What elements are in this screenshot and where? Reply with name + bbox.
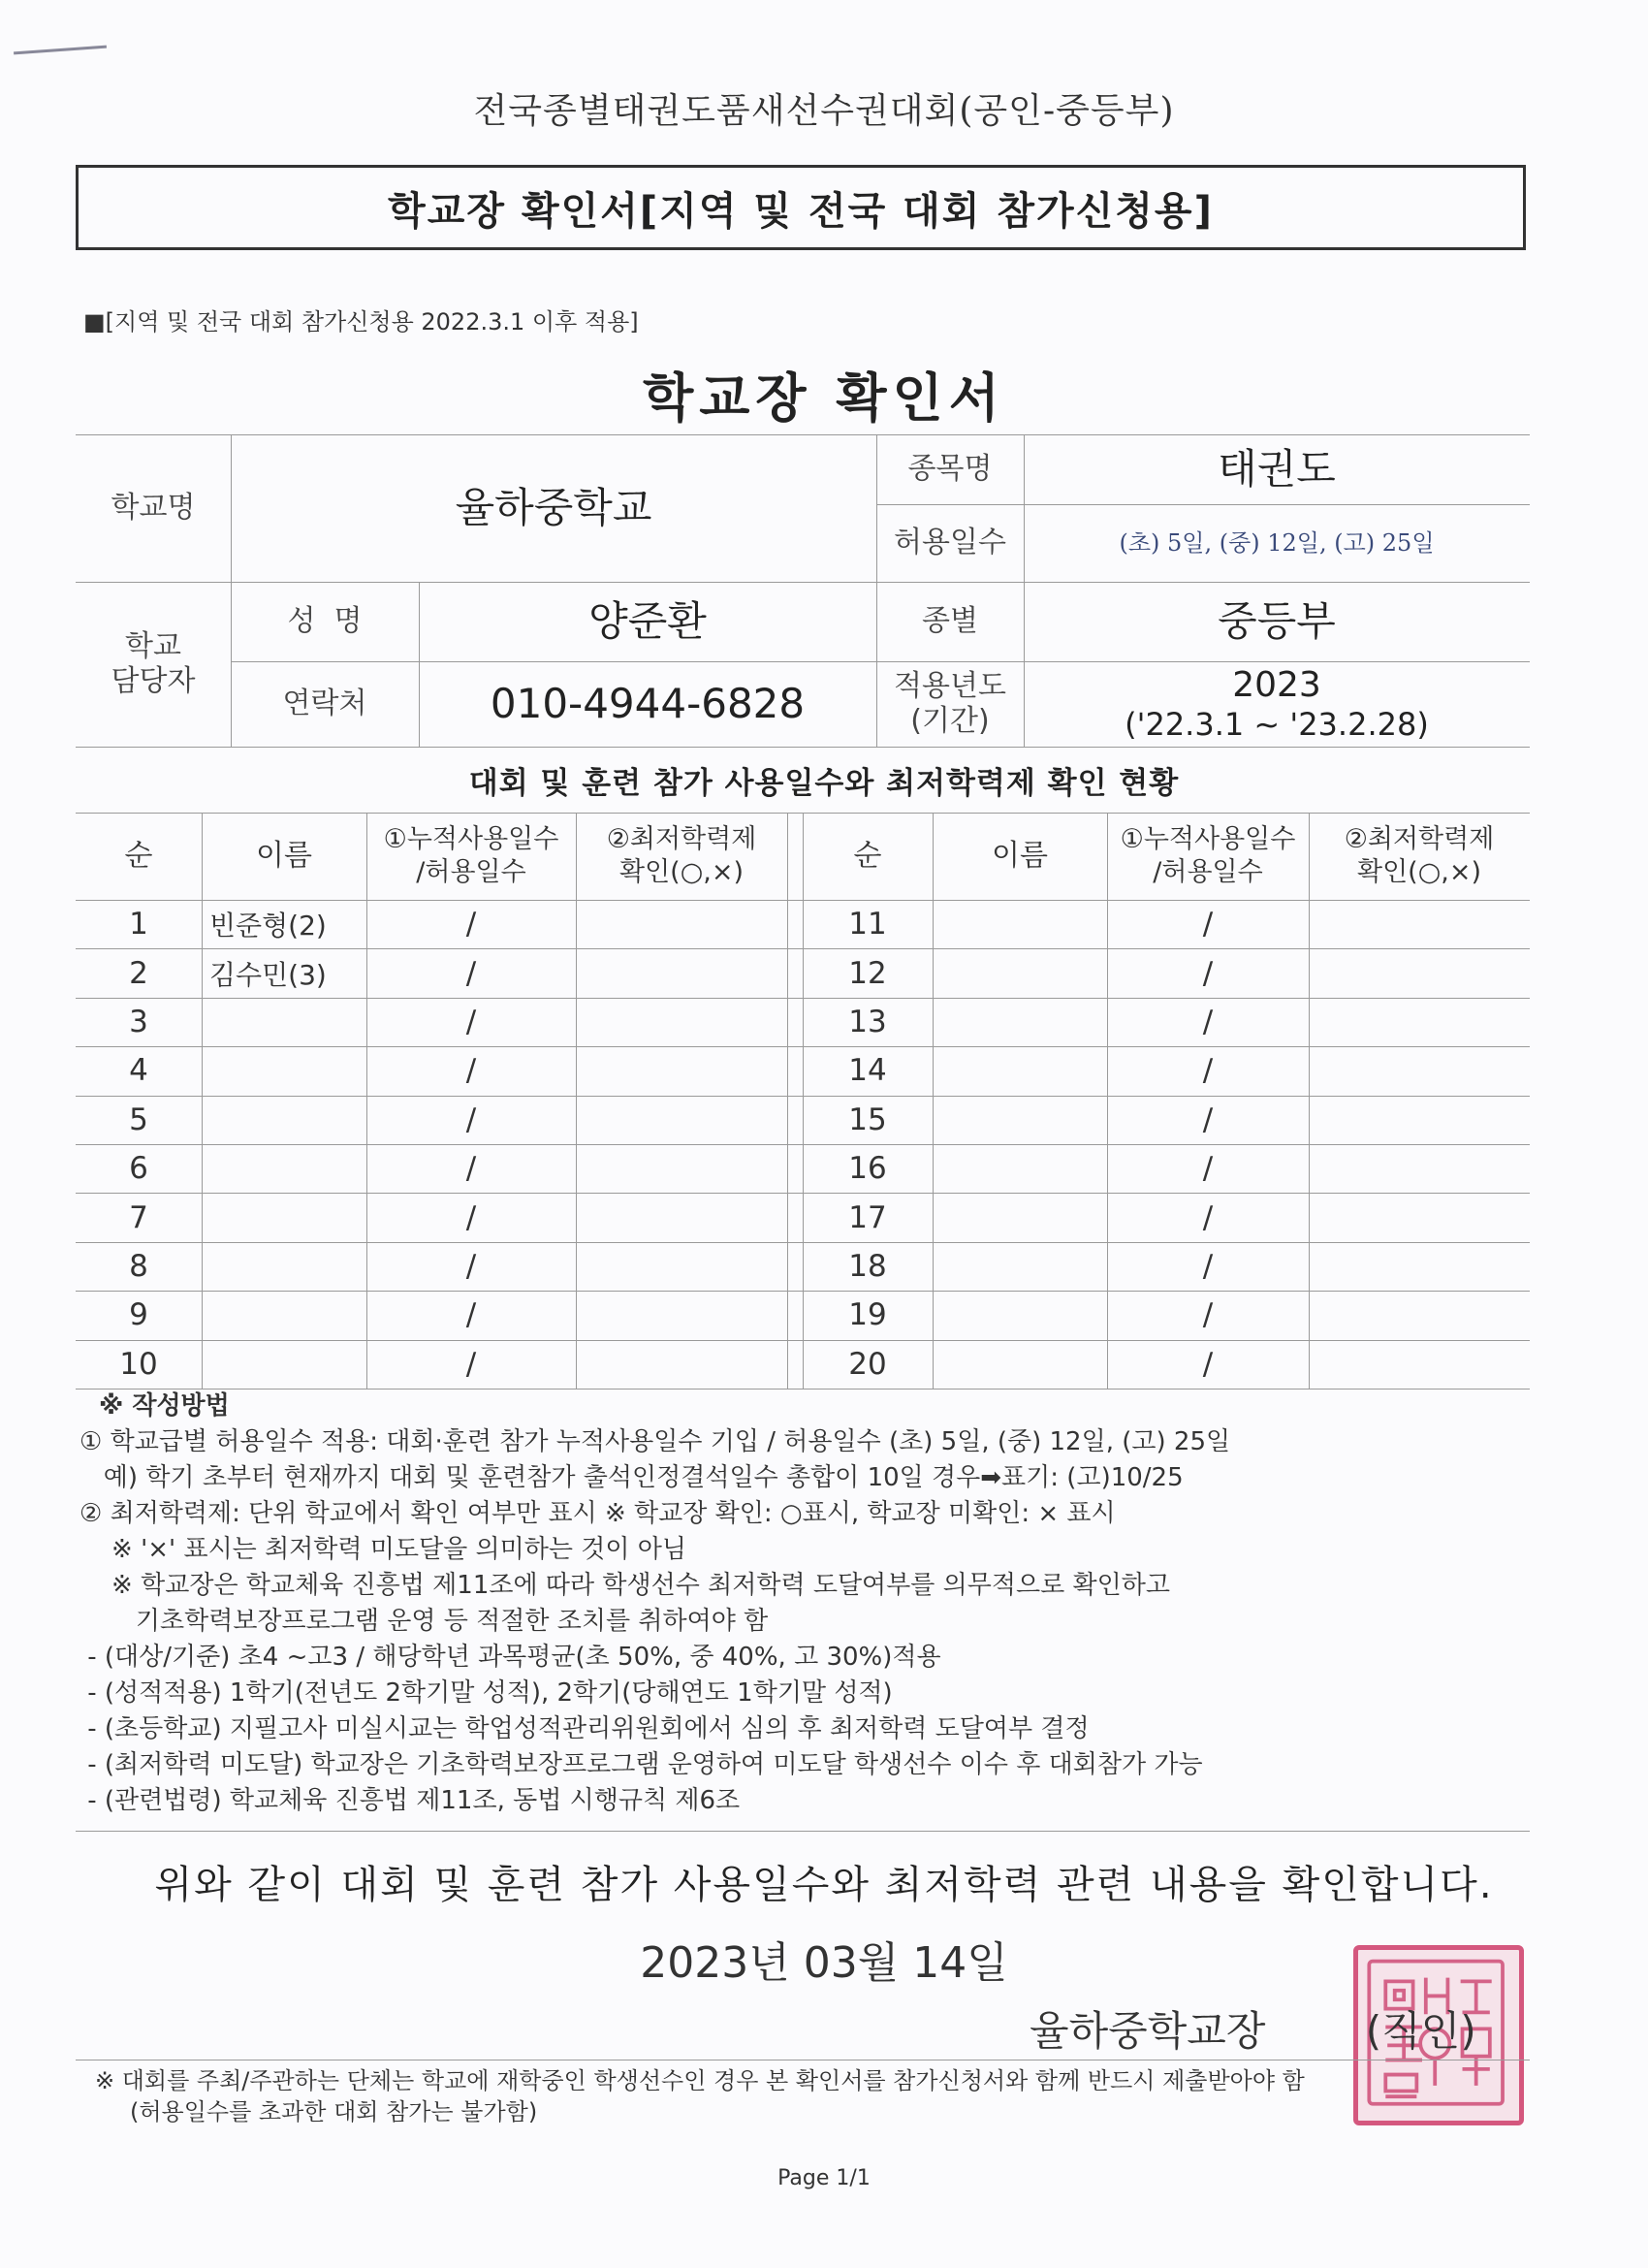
left-check-cell [576,1144,787,1193]
left-days-cell: / [465,1346,477,1382]
principal-line [1030,1999,1476,2058]
left-name-cell [202,1096,366,1144]
left-name-cell [202,1340,366,1389]
manager-name: 양준환 [588,596,707,645]
allowed-days-label: 허용일수 [894,526,1006,559]
right-name-cell [933,1242,1107,1291]
right-no-cell: 18 [848,1248,887,1284]
year-value: 2023 [1232,665,1321,706]
right-name-cell [933,998,1107,1046]
left-name-cell [202,1242,366,1291]
right-days-cell: / [1202,1248,1214,1284]
right-name-cell [933,1291,1107,1339]
instructions [79,1389,1563,1819]
right-no-cell: 12 [848,955,887,991]
year-cell [1024,661,1530,747]
note-line: 예) 학기 초부터 현재까지 대회 및 훈련참가 출석인정결석일수 총합이 10일 경우➡표기: (고)10/25 [79,1463,1184,1492]
left-name-cell: 빈준형(2) [209,910,327,942]
left-name-cell [202,1144,366,1193]
school-name: 율하중학교 [455,483,652,531]
right-no-cell: 11 [848,907,887,942]
left-no-cell: 7 [129,1199,148,1235]
note-line: - (관련법령) 학교체육 진흥법 제11조, 동법 시행규칙 제6조 [79,1786,741,1815]
left-days-cell: / [465,1199,477,1235]
header-name-right: 이름 [992,839,1048,873]
left-check-cell [576,1193,787,1241]
note-line: ※ 학교장은 학교체육 진흥법 제11조에 따라 학생선수 최저학력 도달여부를 의무적으로 확인하고 [79,1571,1170,1600]
right-name-cell [933,1096,1107,1144]
sport-value: 태권도 [1218,444,1336,493]
right-name-cell [933,900,1107,948]
allowed-days-value: (초) 5일, (중) 12일, (고) 25일 [1119,528,1435,557]
right-no-cell: 14 [848,1053,887,1089]
left-name-cell [202,1193,366,1241]
form-title-box [76,165,1526,250]
right-check-cell [1309,900,1530,948]
right-name-cell [933,948,1107,997]
event-title: 전국종별태권도품새선수권대회(공인-중등부) [473,91,1175,131]
right-check-cell [1309,1193,1530,1241]
left-no-cell: 10 [119,1346,158,1382]
left-days-cell: / [465,1053,477,1089]
scan-mark [14,46,107,55]
right-days-cell: / [1202,1199,1214,1235]
name-label: 성 명 [287,604,363,638]
right-no-cell: 13 [848,1004,887,1039]
confirm-statement: 위와 같이 대회 및 훈련 참가 사용일수와 최저학력 관련 내용을 확인합니다. [154,1863,1494,1907]
left-days-cell: / [465,1004,477,1039]
footer-note [97,2065,1551,2127]
right-days-cell: / [1202,1004,1214,1039]
header-check-right: ②최저학력제 확인(○,×) [1344,824,1495,887]
left-no-cell: 8 [129,1248,148,1284]
left-no-cell: 9 [129,1297,148,1333]
left-check-cell [576,1046,787,1095]
right-check-cell [1309,1291,1530,1339]
note-line: ① 학교급별 허용일수 적용: 대회·훈련 참가 누적사용일수 기입 / 허용일수 (초) 5일, (중) 12일, (고) 25일 [79,1427,1231,1456]
right-check-cell [1309,1144,1530,1193]
left-no-cell: 3 [129,1004,148,1039]
header-days-right: ①누적사용일수 /허용일수 [1120,824,1296,887]
left-days-cell: / [465,1151,477,1187]
right-days-cell: / [1202,1102,1214,1137]
left-days-cell: / [465,1102,477,1137]
right-days-cell: / [1202,1151,1214,1187]
notes-divider [76,1831,1530,1832]
header-no: 순 [124,839,153,873]
usage-note: ■[지역 및 전국 대회 참가신청용 2022.3.1 이후 적용] [83,308,639,335]
note-line: ② 최저학력제: 단위 학교에서 확인 여부만 표시 ※ 학교장 확인: ○표시, 학교장 미확인: × 표시 [79,1499,1116,1528]
left-name-cell [202,1046,366,1095]
left-check-cell [576,1242,787,1291]
right-days-cell: / [1202,1053,1214,1089]
header-name: 이름 [256,839,312,873]
note-line: ※ 작성방법 [99,1391,230,1421]
right-days-cell: / [1202,1346,1214,1382]
category-value: 중등부 [1218,596,1336,645]
left-no-cell: 2 [129,955,148,991]
footer-note-line: (허용일수를 초과한 대회 참가는 불가함) [130,2098,538,2125]
document-title: 학교장 확인서 [643,367,1005,429]
left-check-cell [576,900,787,948]
right-no-cell: 15 [848,1102,887,1137]
left-no-cell: 1 [129,907,148,942]
right-no-cell: 16 [848,1151,887,1187]
left-days-cell: / [465,907,477,942]
note-line: - (성적적용) 1학기(전년도 2학기말 성적), 2학기(당해연도 1학기말 성적) [79,1678,893,1708]
left-days-cell: / [465,1297,477,1333]
left-no-cell: 6 [129,1151,148,1187]
note-line: - (초등학교) 지필고사 미실시교는 학업성적관리위원회에서 심의 후 최저학력 도달여부 결정 [79,1714,1090,1743]
left-no-cell: 4 [129,1053,148,1089]
sport-label: 종목명 [907,452,993,486]
note-line: - (대상/기준) 초4 ~고3 / 해당학년 과목평균(초 50%, 중 40%, 고 30%)적용 [79,1643,941,1672]
issue-date: 2023년 03월 14일 [640,1938,1008,1988]
manager-label: 학교 담당자 [111,629,196,698]
right-name-cell [933,1144,1107,1193]
left-check-cell [576,998,787,1046]
right-check-cell [1309,1046,1530,1095]
footer-note-line: ※ 대회를 주최/주관하는 단체는 학교에 재학중인 학생선수인 경우 본 확인서를 참가신청서와 함께 반드시 제출받아야 함 [95,2067,1305,2094]
right-name-cell [933,1340,1107,1389]
principal-name: 율하중학교장 [1030,2007,1266,2055]
seal-mark: (직인) [1365,2007,1476,2055]
right-check-cell [1309,1242,1530,1291]
right-no-cell: 20 [848,1346,887,1382]
left-days-cell: / [465,955,477,991]
left-name-cell: 김수민(3) [209,958,327,991]
left-no-cell: 5 [129,1102,148,1137]
right-name-cell [933,1046,1107,1095]
note-line: ※ '×' 표시는 최저학력 미도달을 의미하는 것이 아님 [79,1535,686,1564]
left-check-cell [576,948,787,997]
left-name-cell [202,998,366,1046]
right-days-cell: / [1202,907,1214,942]
header-check: ②최저학력제 확인(○,×) [606,824,757,887]
right-name-cell [933,1193,1107,1241]
category-label: 종별 [922,604,978,638]
status-heading: 대회 및 훈련 참가 사용일수와 최저학력제 확인 현황 [468,766,1180,801]
info-table [76,434,1530,749]
participation-table [76,813,1530,1389]
left-check-cell [576,1291,787,1339]
right-check-cell [1309,998,1530,1046]
school-label: 학교명 [111,491,196,525]
right-no-cell: 19 [848,1297,887,1333]
right-check-cell [1309,948,1530,997]
page-number: Page 1/1 [777,2166,871,2190]
left-check-cell [576,1340,787,1389]
right-check-cell [1309,1340,1530,1389]
contact-value: 010-4944-6828 [490,679,806,727]
right-days-cell: / [1202,955,1214,991]
period-value: ('22.3.1 ~ '23.2.28) [1125,706,1429,744]
note-line: 기초학력보장프로그램 운영 등 적절한 조치를 취하여야 함 [79,1607,769,1636]
right-days-cell: / [1202,1297,1214,1333]
left-days-cell: / [465,1248,477,1284]
right-no-cell: 17 [848,1199,887,1235]
year-label: 적용년도 (기간) [894,669,1006,738]
right-check-cell [1309,1096,1530,1144]
contact-label: 연락처 [282,687,367,720]
header-no-right: 순 [853,839,882,873]
header-days: ①누적사용일수 /허용일수 [383,824,559,887]
left-name-cell [202,1291,366,1339]
left-check-cell [576,1096,787,1144]
form-title: 학교장 확인서[지역 및 전국 대회 참가신청용] [388,188,1214,234]
note-line: - (최저학력 미도달) 학교장은 기초학력보장프로그램 운영하여 미도달 학생선수 이수 후 대회참가 가능 [79,1750,1203,1779]
